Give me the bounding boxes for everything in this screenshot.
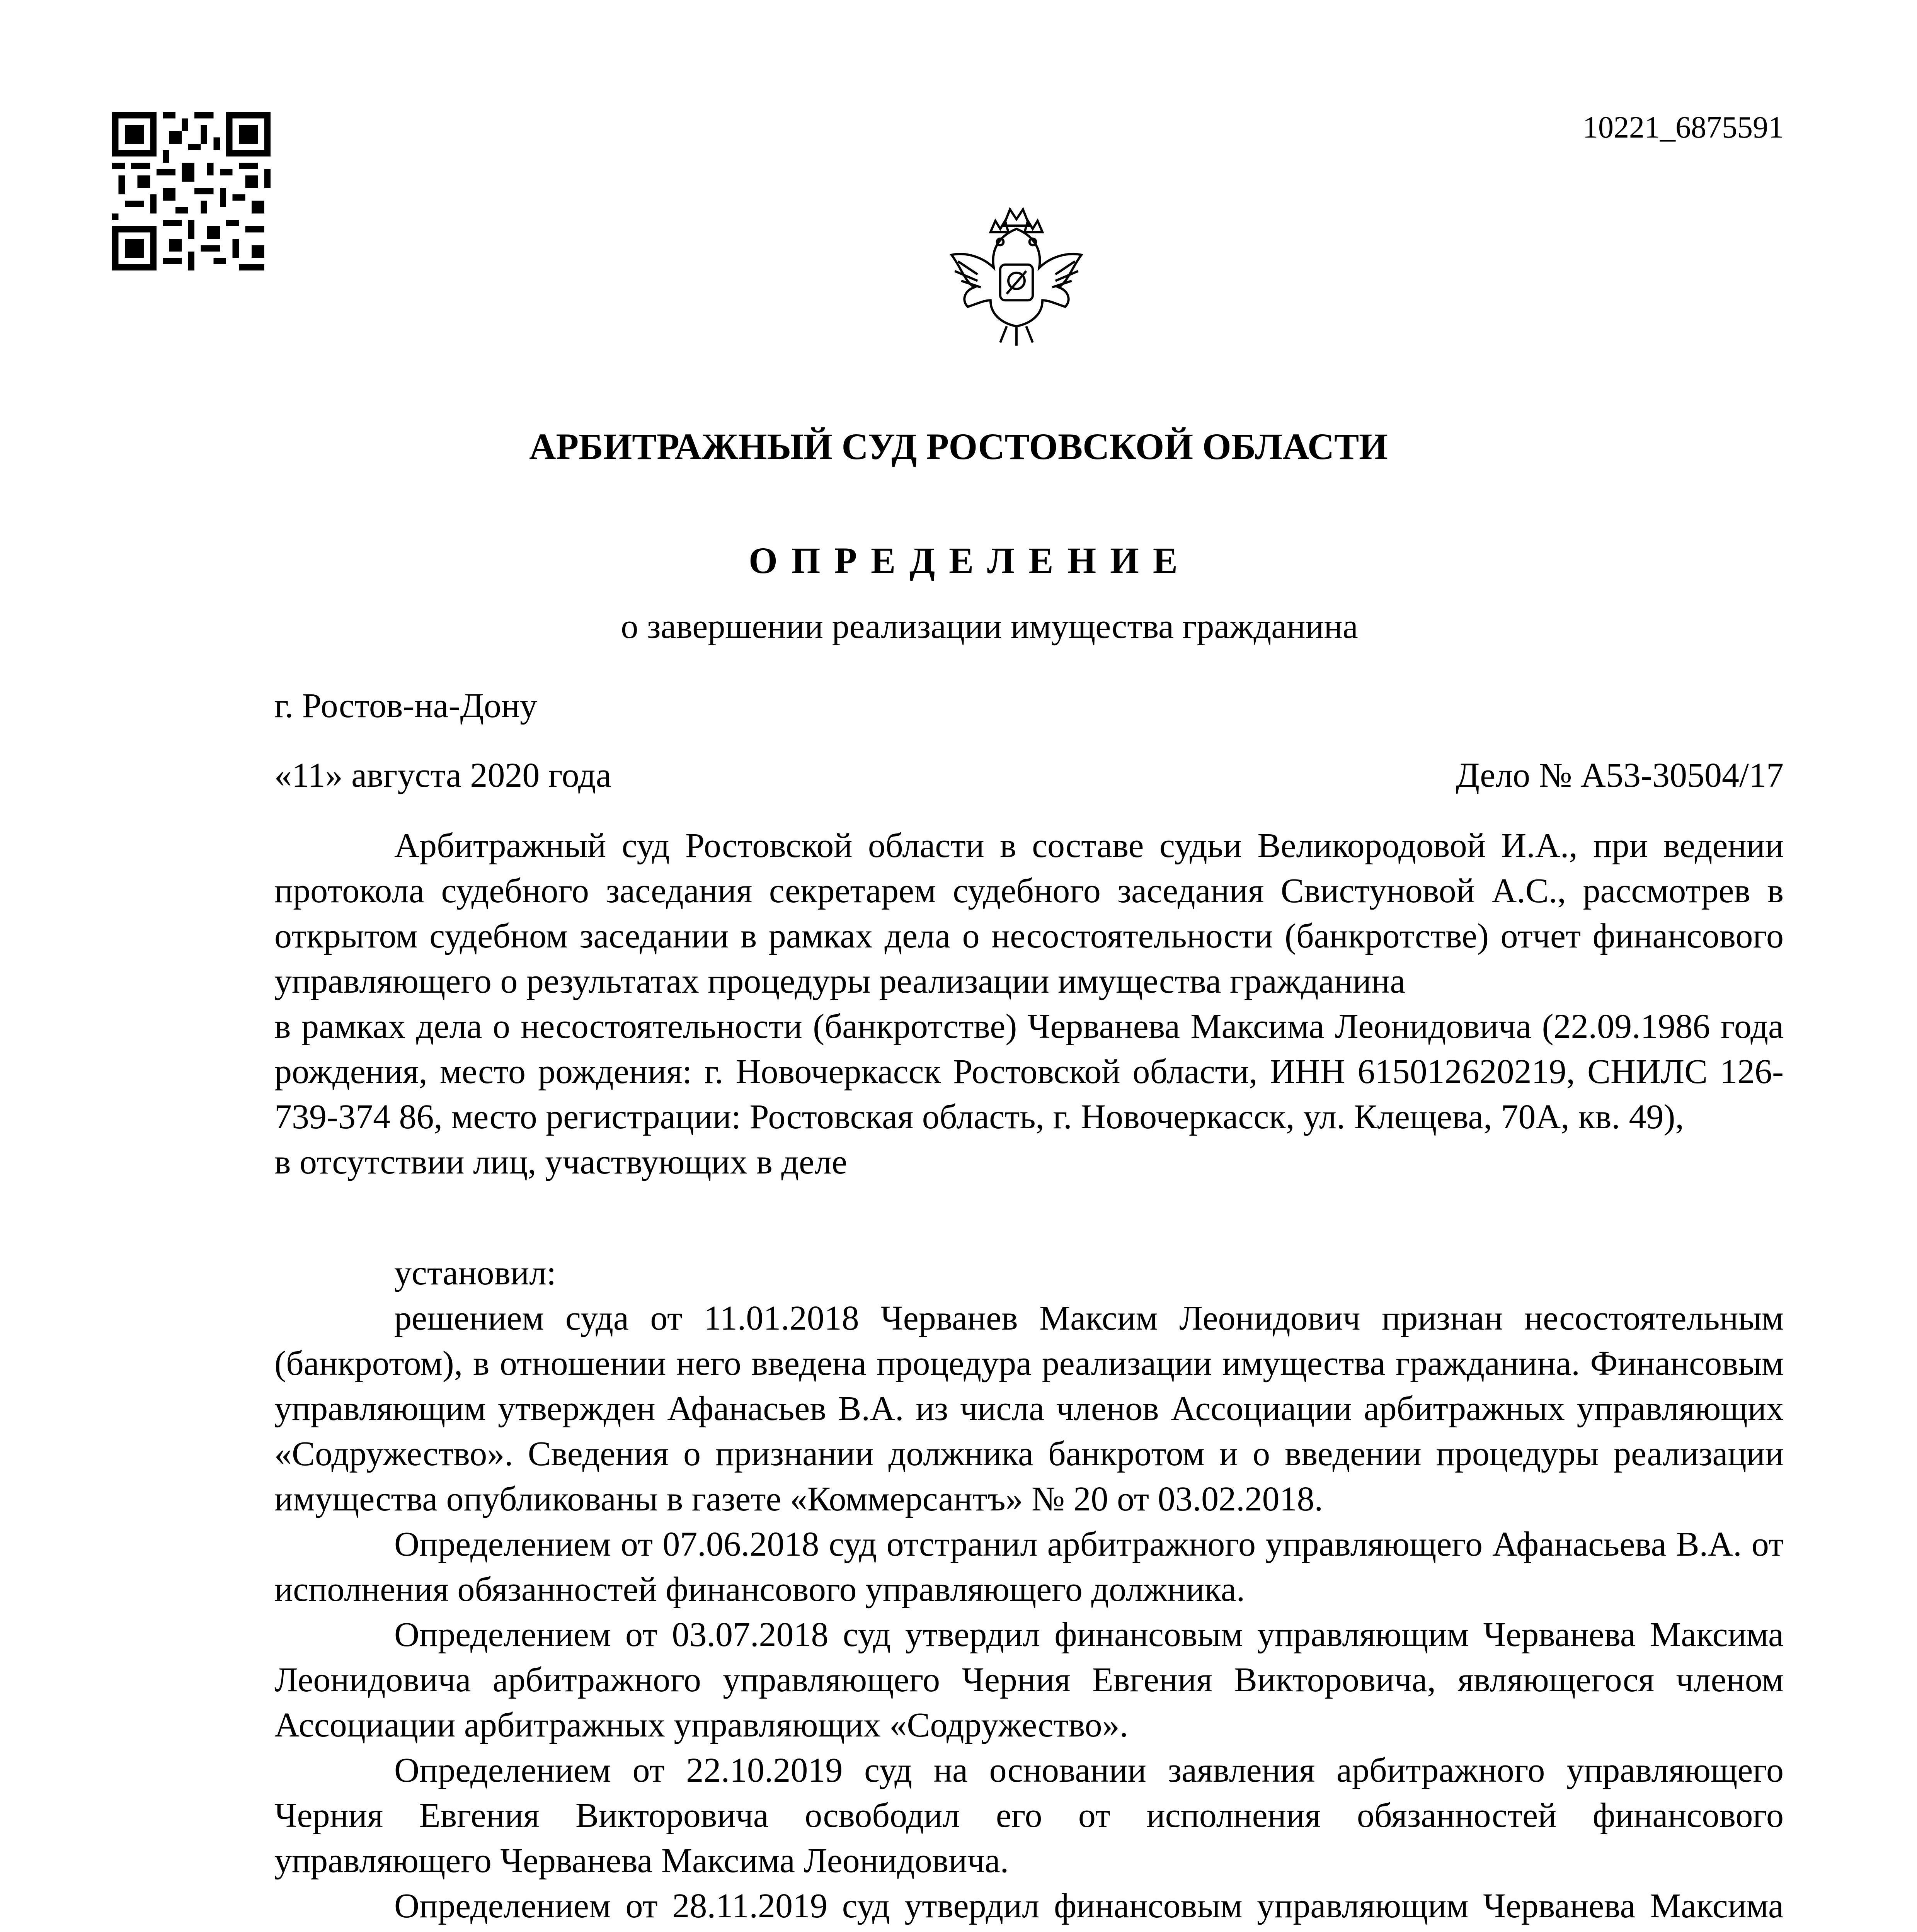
qr-code — [112, 112, 271, 270]
case-number: Дело № А53-30504/17 — [1456, 756, 1784, 794]
body-paragraph: Определением от 28.11.2019 суд утвердил финансовым управляющим Черванева Максима — [394, 1887, 1784, 1925]
document-body — [274, 823, 1784, 1932]
coat-of-arms-emblem — [935, 193, 1098, 355]
spacer — [274, 1185, 1784, 1250]
city: г. Ростов-на-Дону — [274, 687, 538, 725]
body-paragraph: Определением от 22.10.2019 суд на основании заявления арбитражного управляющего Черния Евгения Викторовича освободил его от исполнения обязанностей финансового управляющего Черванева Максима Леонидовича. — [274, 1751, 1784, 1880]
body-paragraph: Определением от 07.06.2018 суд отстранил арбитражного управляющего Афанасьева В.А. от исполнения обязанностей финансового управляющего должника. — [274, 1525, 1784, 1609]
body-paragraph: решением суда от 11.01.2018 Черванев Максим Леонидович признан несостоятельным (банкротом), в отношении него введена процедура реализации имущества гражданина. Финансовым управляющим утвержден Афанасьев В.А. из числа членов Ассоциации арбитражных управляющих «Содружество». Сведения о признании должника банкротом и о введении процедуры реализации имущества опубликованы в газете «Коммерсантъ» № 20 от 03.02.2018. — [274, 1299, 1784, 1518]
intro-paragraph: Арбитражный суд Ростовской области в составе судьи Великородовой И.А., при ведении протокола судебного заседания секретарем судебного заседания Свистуновой А.С., рассмотрев в открытом судебном заседании в рамках дела о несостоятельности (банкротстве) отчет финансового управляющего о результатах процедуры реализации имущества гражданина — [274, 827, 1784, 1000]
document-date: «11» августа 2020 года — [274, 756, 611, 794]
date-row — [274, 755, 1784, 795]
document-id: 10221_6875591 — [1583, 111, 1784, 145]
court-name: АРБИТРАЖНЫЙ СУД РОСТОВСКОЙ ОБЛАСТИ — [529, 426, 1388, 467]
established-label: установил: — [394, 1254, 557, 1292]
document-type-title: ОПРЕДЕЛЕНИЕ — [749, 540, 1192, 581]
intro-paragraph: в рамках дела о несостоятельности (банкротстве) Черванева Максима Леонидовича (22.09.1986 года рождения, место рождения: г. Новочеркасск Ростовской области, ИНН 615012620219, СНИЛС 126-739-374 86, место регистрации: Ростовская область, г. Новочеркасск, ул. Клещева, 70А, кв. 49), — [274, 1007, 1784, 1136]
document-subject: о завершении реализации имущества гражданина — [621, 607, 1358, 646]
intro-paragraph: в отсутствии лиц, участвующих в деле — [274, 1143, 847, 1181]
body-paragraph: Определением от 03.07.2018 суд утвердил финансовым управляющим Черванева Максима Леонидовича арбитражного управляющего Черния Евгения Викторовича, являющегося членом Ассоциации арбитражных управляющих «Содружество». — [274, 1616, 1784, 1744]
